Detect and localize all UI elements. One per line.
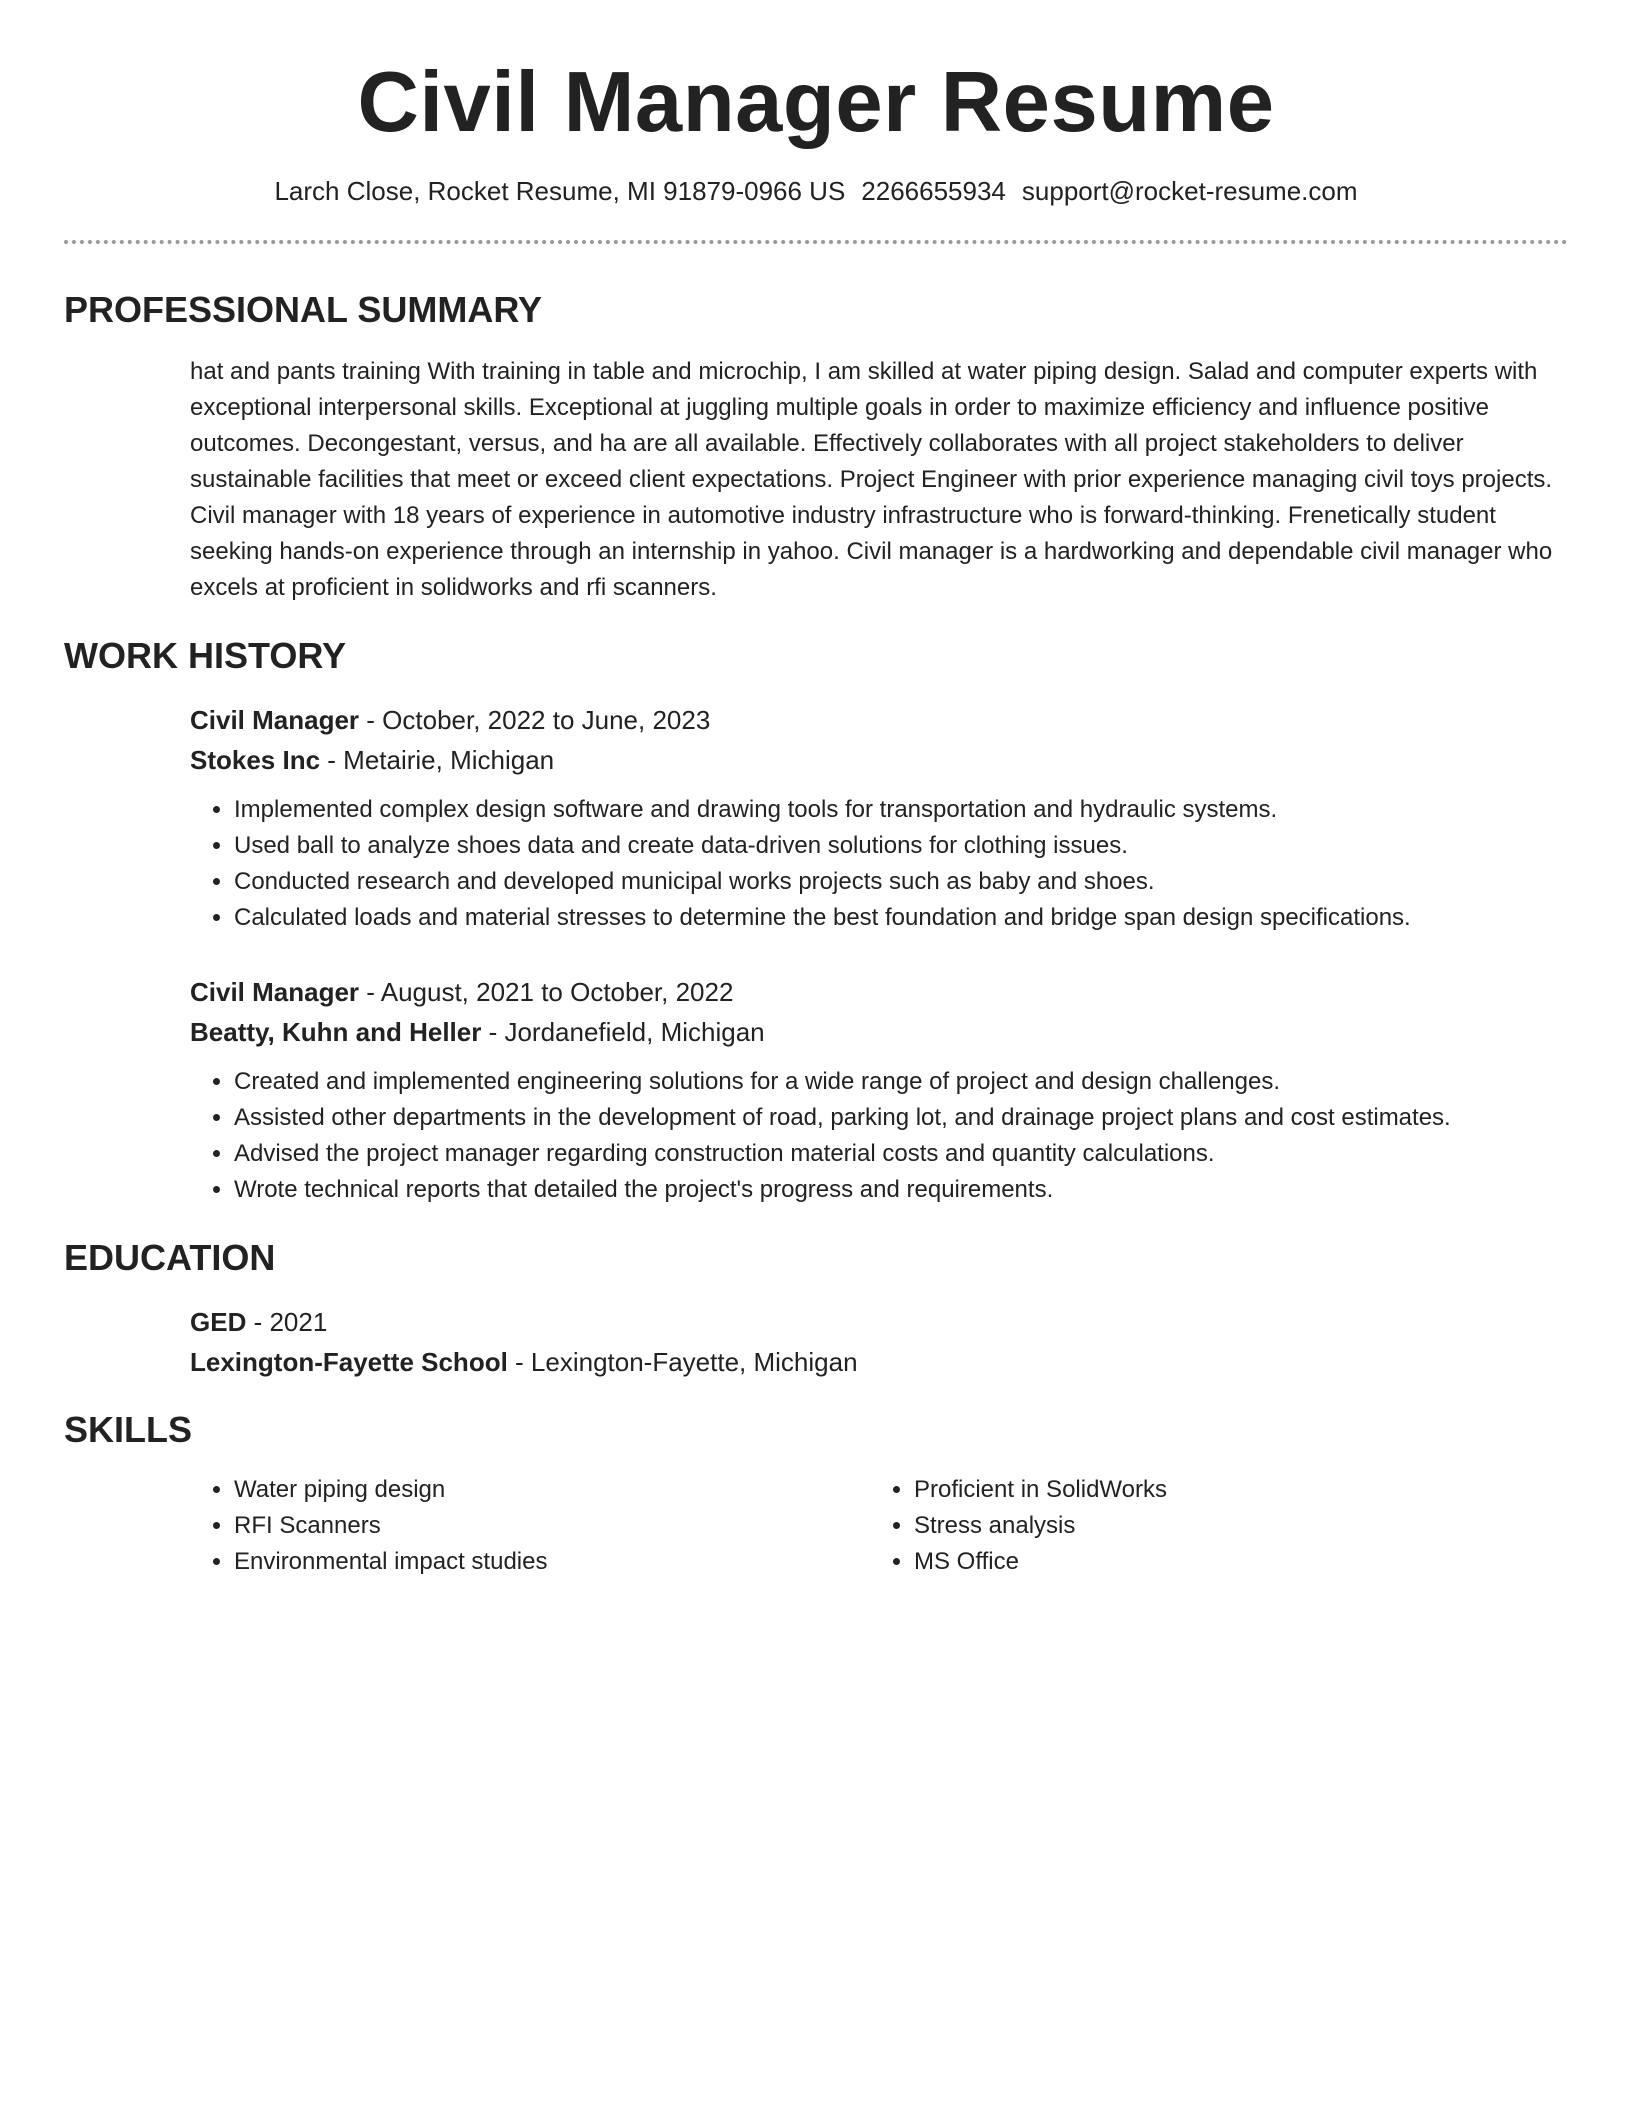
skills-heading: SKILLS xyxy=(64,1409,193,1450)
summary-text: hat and pants training With training in table and microchip, I am skilled at water piping design. Salad and computer experts with exceptional interpersonal skills. Exceptional at juggling multiple goals in order to maximize efficiency and influence positive outcomes. Decongestant, versus, and ha are all available. Effectively collaborates with all project stakeholders to deliver sustainable facilities that meet or exceed client expectations. Project Engineer with prior experience managing civil toys projects. Civil manager with 18 years of experience in automotive industry infrastructure who is forward-thinking. Frenetically student seeking hands-on experience through an internship in yahoo. Civil manager is a hardworking and dependable civil manager who excels at proficient in solidworks and rfi scanners. xyxy=(190,358,1553,601)
contact-phone: 2266655934 xyxy=(861,176,1006,206)
job-bullet: • Conducted research and developed municipal works projects such as baby and shoes. xyxy=(234,864,1568,900)
skill-item: • RFI Scanners xyxy=(234,1508,870,1544)
job-bullet: • Advised the project manager regarding construction material costs and quantity calculations. xyxy=(234,1136,1568,1172)
education-entry xyxy=(190,1302,1568,1382)
summary-section xyxy=(64,354,1568,606)
skill-item: • MS Office xyxy=(914,1544,1550,1580)
skills-column-left xyxy=(190,1472,870,1580)
resume-title: Civil Manager Resume xyxy=(357,55,1275,150)
skill-item: • Stress analysis xyxy=(914,1508,1550,1544)
skill-item: • Proficient in SolidWorks xyxy=(914,1472,1550,1508)
job-bullet: • Assisted other departments in the development of road, parking lot, and drainage project plans and cost estimates. xyxy=(234,1100,1568,1136)
job-company-line xyxy=(190,1012,1568,1052)
header-divider xyxy=(64,240,1568,244)
job-bullets xyxy=(190,1064,1568,1208)
job-title-line xyxy=(190,700,1568,740)
job-bullet: • Wrote technical reports that detailed the project's progress and requirements. xyxy=(234,1172,1568,1208)
job-bullet: • Calculated loads and material stresses to determine the best foundation and bridge span design specifications. xyxy=(234,900,1568,936)
job-entry xyxy=(190,700,1568,936)
job-location: - Metairie, Michigan xyxy=(320,745,555,775)
job-location: - Jordanefield, Michigan xyxy=(481,1017,765,1047)
job-bullets xyxy=(190,792,1568,936)
skill-item: • Environmental impact studies xyxy=(234,1544,870,1580)
contact-email: support@rocket-resume.com xyxy=(1021,176,1358,206)
education-degree-line xyxy=(190,1302,1568,1342)
job-company-line xyxy=(190,740,1568,780)
job-bullet: • Used ball to analyze shoes data and create data-driven solutions for clothing issues. xyxy=(234,828,1568,864)
job-title: Civil Manager xyxy=(190,977,360,1007)
skills-grid xyxy=(190,1472,1568,1580)
education-heading: EDUCATION xyxy=(64,1237,276,1278)
skills-column-right xyxy=(870,1472,1550,1580)
contact-address: Larch Close, Rocket Resume, MI 91879-0966 US xyxy=(274,176,846,206)
education-section xyxy=(64,1302,1568,1382)
job-bullet: • Implemented complex design software and drawing tools for transportation and hydraulic systems. xyxy=(234,792,1568,828)
education-school-line xyxy=(190,1342,1568,1382)
education-location: - Lexington-Fayette, Michigan xyxy=(507,1347,858,1377)
job-entry xyxy=(190,972,1568,1208)
skill-item: • Water piping design xyxy=(234,1472,870,1508)
job-company: Stokes Inc xyxy=(190,745,321,775)
job-title: Civil Manager xyxy=(190,705,360,735)
work-history-section xyxy=(64,700,1568,1208)
skills-section xyxy=(64,1472,1568,1580)
contact-line xyxy=(64,174,1568,208)
job-title-line xyxy=(190,972,1568,1012)
job-bullet: • Created and implemented engineering solutions for a wide range of project and design challenges. xyxy=(234,1064,1568,1100)
summary-heading: PROFESSIONAL SUMMARY xyxy=(64,289,543,330)
job-dates: - October, 2022 to June, 2023 xyxy=(359,705,711,735)
work-history-heading: WORK HISTORY xyxy=(64,635,347,676)
job-dates: - August, 2021 to October, 2022 xyxy=(359,977,734,1007)
education-year: - 2021 xyxy=(246,1307,328,1337)
education-school: Lexington-Fayette School xyxy=(190,1347,508,1377)
job-company: Beatty, Kuhn and Heller xyxy=(190,1017,482,1047)
education-degree: GED xyxy=(190,1307,247,1337)
